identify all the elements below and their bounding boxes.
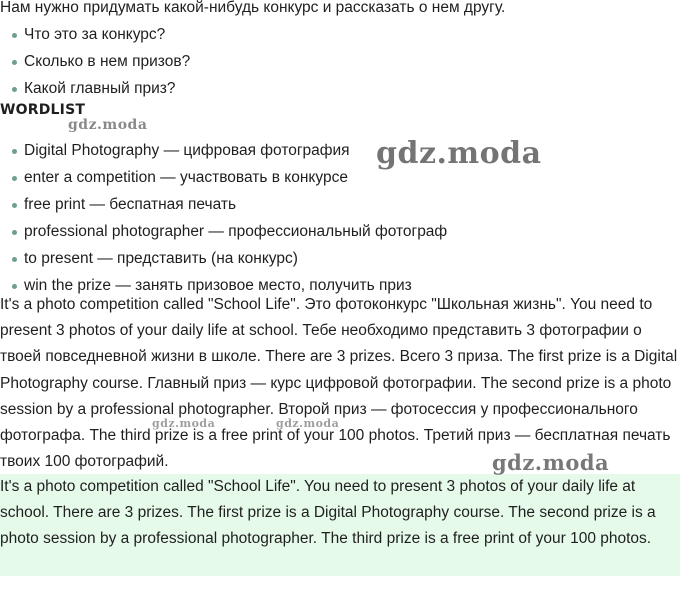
wordlist-item: Digital Photography — цифровая фотография — [0, 137, 680, 164]
answer-paragraph: It's a photo competition called "School Life". You need to present 3 photos of your daily life at school. There are 3 prizes. The first prize is a Digital Photography course. The second prize is a photo session by a professional photographer. The third prize is a free print of your 100 photos. — [0, 474, 680, 576]
wordlist-item: free print — беспатная печать — [0, 191, 680, 218]
wordlist-item: win the prize — занять призовое место, получить приз — [0, 272, 680, 299]
watermark-logo: gdz.moda — [492, 450, 610, 475]
intro-prompt: Нам нужно придумать какой-нибудь конкурс и рассказать о нем другу. — [0, 0, 506, 16]
watermark-logo: gdz.moda — [276, 417, 340, 430]
intro-block — [0, 0, 680, 98]
question-item: Какой главный приз? — [0, 75, 680, 98]
wordlist — [0, 137, 680, 299]
question-item: Сколько в нем призов? — [0, 48, 680, 75]
watermark-logo: gdz.moda — [152, 417, 216, 430]
story-paragraph: It's a photo competition called "School Life". Это фотоконкурс "Школьная жизнь". You need to present 3 photos of your daily life at school. Тебе необходимо представить 3 фотографии о твоей повседневной жизни в школе. There are 3 prizes. Всего 3 приза. The first prize is a Digital Photography course. Главный приз — курс цифровой фотографии. The second prize is a photo session by a professional photographer. Второй приз — фотосессия у профессионального фотографа. The third prize is a free print of your 100 photos. Третий приз — бесплатная печать твоих 100 фотографий. — [0, 296, 678, 471]
wordlist-title: WORDLIST — [0, 102, 86, 118]
question-list — [0, 21, 680, 98]
wordlist-item: to present — представить (на конкурс) — [0, 245, 680, 272]
watermark-logo: gdz.moda — [376, 136, 542, 171]
wordlist-item: enter a competition — участвовать в конкурсе — [0, 164, 680, 191]
watermark-logo: gdz.moda — [68, 117, 148, 133]
wordlist-item: professional photographer — профессиональный фотограф — [0, 218, 680, 245]
question-item: Что это за конкурс? — [0, 21, 680, 48]
